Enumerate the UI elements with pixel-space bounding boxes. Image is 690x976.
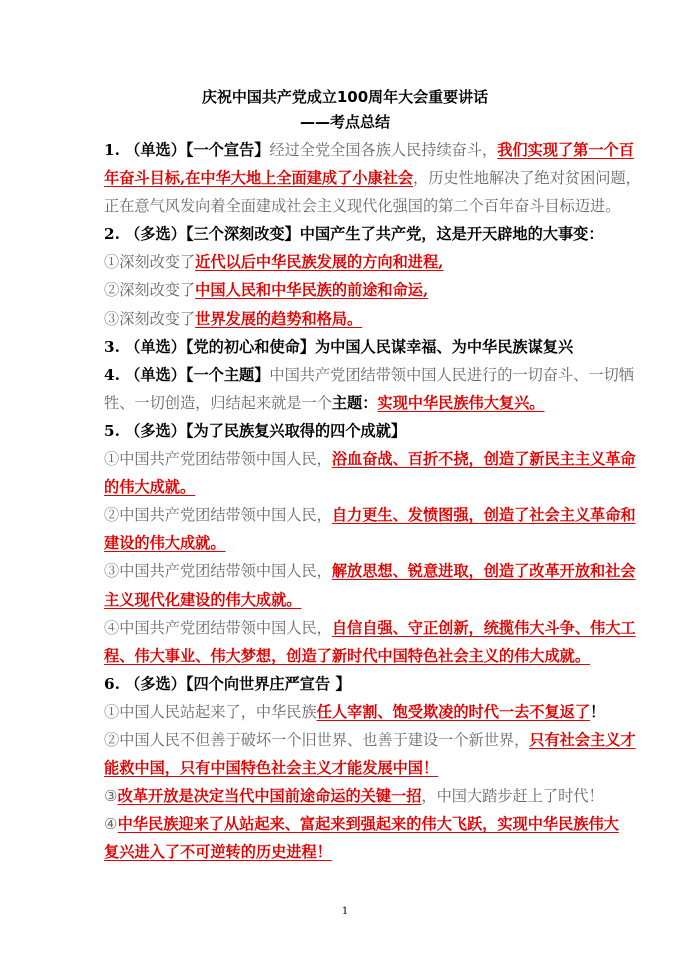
text-line (104, 529, 594, 557)
text-line (104, 614, 636, 642)
text-line (104, 473, 594, 501)
question-label: 1. （单选）【一个宣告】 (104, 141, 270, 159)
body-text: 经过全党全国各族人民持续奋斗， (269, 141, 498, 159)
question-label: 5. （多选）【为了民族复兴取得的四个成就】 (104, 421, 407, 440)
document-title: 庆祝中国共产党成立100周年大会重要讲话 (201, 88, 489, 106)
text-line (104, 276, 594, 304)
body-text: 牲、一切创造，归结起来就是一个 (104, 393, 332, 412)
body-text: ③深刻改变了 (104, 309, 196, 328)
body-text: 中国共产党团结带领中国人民进行的一切奋斗、一切牺 (269, 365, 634, 384)
text-line (104, 782, 604, 810)
text-line (104, 136, 634, 164)
document-body (104, 136, 641, 866)
highlighted-key-point: 浴血奋战、百折不挠，创造了新民主主义革命 (331, 450, 636, 469)
body-text: ①中国人民站起来了，中华民族 (104, 702, 317, 721)
highlighted-key-point: 建设的伟大成就。 (104, 534, 226, 553)
body-text: ②中国人民不但善于破坏一个旧世界、也善于建设一个新世界， (104, 730, 530, 749)
question-label: 6. （多选）【四个向世界庄严宣告 】 (104, 674, 351, 693)
text-line (104, 445, 636, 473)
page-number: 1 (341, 906, 349, 917)
text-line (104, 642, 594, 670)
question-label: 3. （单选）【党的初心和使命】为中国人民谋幸福、为中华民族谋复兴 (104, 337, 574, 356)
highlighted-key-point: 近代以后中华民族发展的方向和进程, (195, 253, 444, 272)
text-line (104, 305, 594, 333)
text-line (104, 501, 636, 529)
text-line (104, 754, 594, 782)
body-text: ④中国共产党团结带领中国人民， (104, 618, 332, 637)
text-line (104, 417, 594, 445)
text-line (104, 670, 594, 698)
highlighted-key-point: 程、伟大事业、伟大梦想，创造了新时代中国特色社会主义的伟大成就。 (104, 646, 590, 665)
question-label: 4. （单选）【一个主题】 (104, 365, 270, 384)
text-line (104, 361, 634, 389)
text-line (104, 333, 594, 361)
body-text: ，历史性地解决了绝对贫困问题， (413, 169, 641, 188)
body-text: ①中国共产党团结带领中国人民， (104, 450, 332, 469)
highlighted-key-point: 能救中国，只有中国特色社会主义才能发展中国！ (104, 759, 439, 778)
highlighted-key-point: 世界发展的趋势和格局。 (195, 309, 363, 328)
highlighted-key-point: 自信自强、守正创新，统揽伟大斗争、伟大工 (331, 618, 636, 637)
text-line (104, 698, 606, 726)
document-subtitle: ——考点总结 (299, 113, 390, 131)
question-label: ！ (590, 702, 606, 721)
highlighted-key-point: 只有社会主义才 (529, 730, 636, 749)
highlighted-key-point: 的伟大成就。 (104, 478, 196, 497)
highlighted-key-point: 自力更生、发愤图强，创造了社会主义革命和 (331, 506, 636, 525)
highlighted-key-point: 解放思想、锐意进取，创造了改革开放和社会 (331, 562, 636, 581)
text-line (104, 726, 636, 754)
body-text: ①深刻改变了 (104, 253, 196, 272)
highlighted-key-point: 中华民族迎来了从站起来、富起来到强起来的伟大飞跃，实现中华民族伟大 (117, 815, 619, 834)
body-text: ③中国共产党团结带领中国人民， (104, 562, 332, 581)
text-line (104, 389, 594, 417)
highlighted-key-point: 年奋斗目标,在中华大地上全面建成了小康社会 (104, 169, 414, 188)
highlighted-key-point: 我们实现了第一个百 (497, 141, 634, 159)
highlighted-key-point: 中国人民和中华民族的前途和命运, (195, 281, 429, 300)
text-line (104, 164, 641, 192)
body-text: ，中国大踏步赶上了时代！ (421, 787, 604, 806)
highlighted-key-point: 主义现代化建设的伟大成就。 (104, 590, 302, 609)
highlighted-key-point: 改革开放是决定当代中国前途命运的关键一招 (117, 787, 422, 806)
text-line (104, 192, 621, 220)
text-line (104, 810, 619, 838)
body-text: ③ (104, 787, 118, 806)
body-text: ④ (104, 815, 118, 834)
text-line (104, 220, 604, 248)
question-label: 2. （多选）【三个深刻改变】中国产生了共产党，这是开天辟地的大事变： (104, 225, 604, 244)
highlighted-key-point: 复兴进入了不可逆转的历史进程！ (104, 843, 332, 862)
question-label: 主题： (331, 393, 378, 412)
text-line (104, 557, 636, 585)
text-line (104, 248, 594, 276)
text-line (104, 586, 594, 614)
highlighted-key-point: 任人宰割、饱受欺凌的时代一去不复返了 (316, 702, 590, 721)
text-line (104, 838, 594, 866)
body-text: 正在意气风发向着全面建成社会主义现代化强国的第二个百年奋斗目标迈进。 (104, 197, 621, 216)
body-text: ②中国共产党团结带领中国人民， (104, 506, 332, 525)
highlighted-key-point: 实现中华民族伟大复兴。 (377, 393, 545, 412)
body-text: ②深刻改变了 (104, 281, 196, 300)
